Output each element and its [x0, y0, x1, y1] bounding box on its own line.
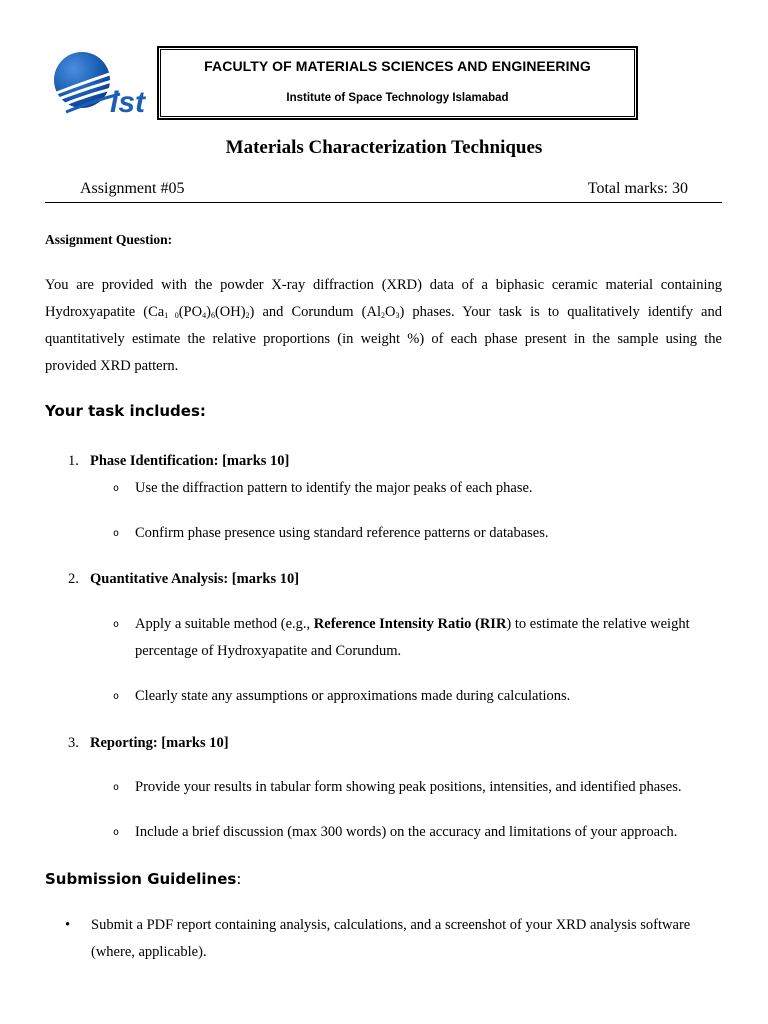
subscript: 1 0	[164, 311, 179, 320]
sub-marker: o	[113, 528, 120, 539]
text-run: ) and Corundum (Al	[249, 304, 381, 320]
assignment-question-heading: Assignment Question:	[45, 232, 173, 247]
subscript: 3	[395, 311, 400, 320]
sub-item	[113, 819, 723, 846]
text-run: O	[384, 304, 396, 320]
paragraph-line: You are provided with the powder X-ray diffraction (XRD) data of a biphasic ceramic material containing	[45, 277, 722, 293]
task-item-3	[68, 735, 229, 752]
task-number: 1.	[68, 453, 79, 469]
sub-item	[113, 774, 723, 801]
sub-item	[113, 520, 723, 547]
submission-heading-text: Submission Guidelines	[45, 870, 237, 888]
bullet-text	[91, 912, 725, 966]
task-item-2	[68, 571, 299, 588]
ist-logo	[50, 50, 154, 120]
task-label: Reporting: [marks 10]	[90, 735, 229, 751]
text-run: Apply a suitable method (e.g.,	[135, 616, 314, 632]
assignment-number: Assignment #05	[80, 180, 185, 197]
sub-item-text	[135, 611, 723, 665]
sub-item-text: Confirm phase presence using standard reference patterns or databases.	[135, 525, 549, 541]
question-paragraph	[45, 272, 722, 380]
sub-marker: o	[113, 691, 120, 702]
submission-heading-colon: :	[236, 870, 242, 888]
task-number: 2.	[68, 571, 79, 587]
submission-heading	[45, 870, 241, 888]
sub-item	[113, 683, 723, 710]
ist-logo-graphic	[50, 50, 154, 120]
text-run: (where, applicable).	[91, 944, 207, 960]
sub-marker: o	[113, 827, 120, 838]
tasks-heading: Your task includes:	[45, 402, 206, 420]
text-run: )	[206, 304, 211, 320]
document-title: Materials Characterization Techniques	[225, 137, 543, 158]
task-label: Phase Identification: [marks 10]	[90, 453, 290, 469]
task-label: Quantitative Analysis: [marks 10]	[90, 571, 300, 587]
sub-marker: o	[113, 782, 120, 793]
sub-item-text: Include a brief discussion (max 300 words) on the accuracy and limitations of your approach.	[135, 824, 678, 840]
text-run: (OH)	[214, 304, 246, 320]
bold-term: Reference Intensity Ratio (RIR	[313, 616, 507, 632]
assignment-info-row	[45, 180, 722, 203]
text-run: ) to estimate the relative weight	[506, 616, 690, 632]
paragraph-line	[45, 299, 722, 326]
faculty-name: FACULTY OF MATERIALS SCIENCES AND ENGINEERING	[204, 58, 591, 74]
paragraph-line: provided XRD pattern.	[45, 358, 179, 374]
paragraph-line: quantitatively estimate the relative proportions (in weight %) of each phase present in the sample using the	[45, 331, 722, 347]
logo-text: ist	[110, 86, 146, 119]
sub-marker: o	[113, 619, 120, 630]
task-number: 3.	[68, 735, 79, 751]
text-run: Submit a PDF report containing analysis, calculations, and a screenshot of your XRD analysis software	[91, 917, 691, 933]
text-run: Hydroxyapatite (Ca	[45, 304, 165, 320]
subscript: 4	[202, 311, 207, 320]
bullet-marker: •	[65, 917, 71, 933]
sub-marker: o	[113, 483, 120, 494]
text-run: percentage of Hydroxyapatite and Corundum.	[135, 643, 402, 659]
sub-item-text: Use the diffraction pattern to identify the major peaks of each phase.	[135, 480, 533, 496]
subscript: 2	[380, 311, 385, 320]
sub-item-text: Provide your results in tabular form showing peak positions, intensities, and identified phases.	[135, 779, 682, 795]
total-marks: Total marks: 30	[587, 180, 688, 197]
header-box	[157, 46, 638, 120]
sub-item-text: Clearly state any assumptions or approximations made during calculations.	[135, 688, 571, 704]
sub-item	[113, 475, 723, 502]
subscript: 2	[245, 311, 250, 320]
submission-bullet	[65, 912, 725, 966]
text-run: ) phases. Your task is to qualitatively identify and	[399, 304, 722, 320]
sub-item	[113, 611, 723, 665]
task-item-1	[68, 453, 289, 470]
text-run: (PO	[178, 304, 203, 320]
subscript: 6	[210, 311, 215, 320]
institute-name: Institute of Space Technology Islamabad	[286, 92, 509, 104]
